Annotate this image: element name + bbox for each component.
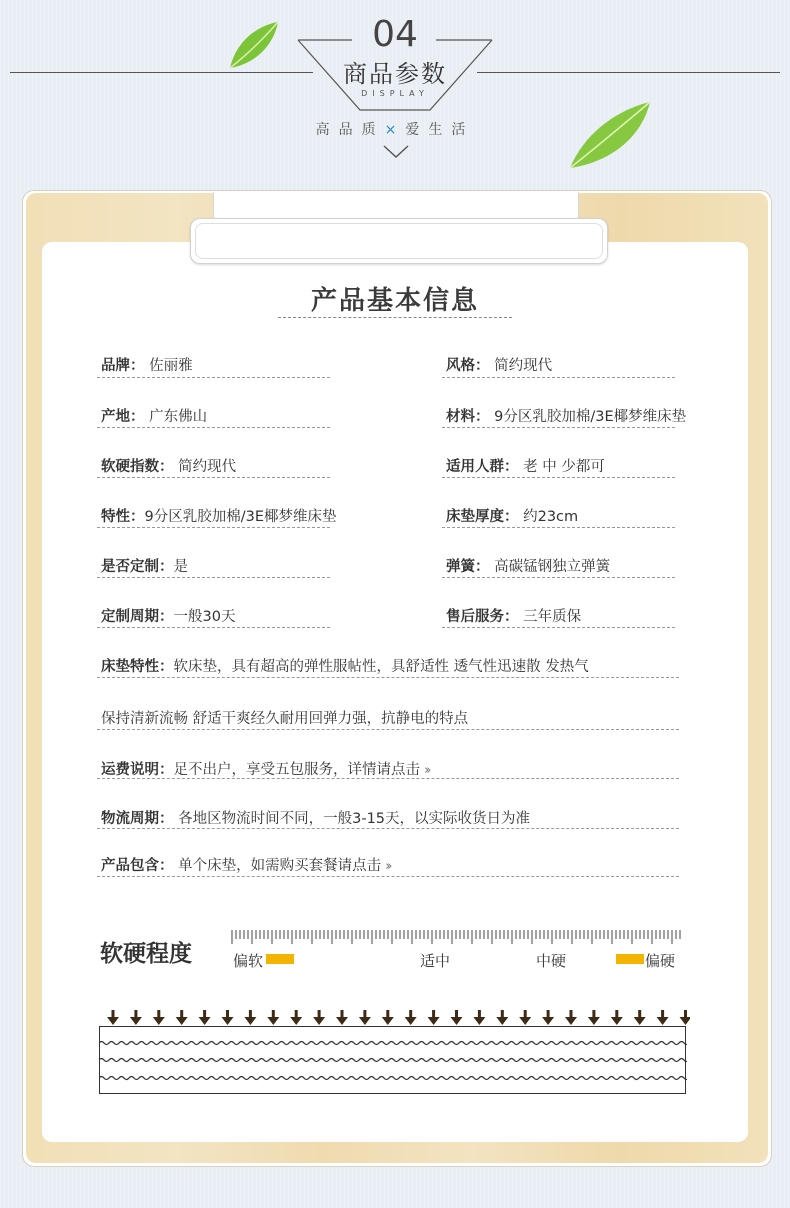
down-arrow-icon — [473, 1010, 485, 1025]
field-firmness-index: 软硬指数： 简约现代 — [101, 459, 237, 475]
scale-label-firm: 偏硬 — [645, 952, 676, 970]
highlight-firm — [616, 954, 644, 964]
down-arrow-icon — [153, 1010, 165, 1025]
down-arrow-icon — [130, 1010, 142, 1025]
down-arrow-icon — [313, 1010, 325, 1025]
down-arrow-icon — [588, 1010, 600, 1025]
field-property: 特性：9分区乳胶加棉/3E椰梦维床垫 — [101, 509, 337, 525]
down-arrow-icon — [519, 1010, 531, 1025]
field-target-users: 适用人群： 老 中 少都可 — [446, 459, 605, 475]
field-spring: 弹簧： 高碳锰钢独立弹簧 — [446, 559, 611, 575]
field-underline — [97, 828, 679, 829]
field-brand: 品牌： 佐丽雅 — [101, 358, 193, 374]
down-arrow-icon — [199, 1010, 211, 1025]
field-style: 风格： 简约现代 — [446, 358, 553, 374]
down-arrow-icon — [565, 1010, 577, 1025]
field-underline — [97, 477, 330, 478]
field-underline — [442, 377, 675, 378]
down-arrow-icon — [382, 1010, 394, 1025]
tagline-right: 爱生活 — [405, 122, 475, 138]
down-arrow-icon — [496, 1010, 508, 1025]
field-material: 材料： 9分区乳胶加棉/3E椰梦维床垫 — [446, 409, 687, 425]
field-underline — [97, 427, 330, 428]
field-features-cont: 保持清新流畅 舒适干爽经久耐用回弹力强，抗静电的特点 — [101, 711, 469, 727]
clip-bar — [190, 218, 608, 264]
scale-label-soft: 偏软 — [233, 952, 264, 970]
field-underline — [442, 627, 675, 628]
tagline-left: 高品质 — [315, 122, 385, 138]
down-arrow-icon — [222, 1010, 234, 1025]
down-arrow-icon — [176, 1010, 188, 1025]
info-title: 产品基本信息 — [310, 286, 479, 316]
field-thickness: 床垫厚度： 约23cm — [446, 509, 579, 525]
field-origin: 产地： 广东佛山 — [101, 409, 208, 425]
section-title: 商品参数 — [343, 60, 447, 88]
field-logistics: 物流周期： 各地区物流时间不同，一般3-15天，以实际收货日为准 — [101, 811, 531, 827]
double-chevron-icon: ›› — [424, 763, 429, 778]
field-customizable: 是否定制：是 — [101, 559, 188, 575]
down-arrow-icon — [244, 1010, 256, 1025]
field-underline — [97, 577, 330, 578]
hardness-title: 软硬程度 — [100, 941, 192, 967]
title-underline — [278, 317, 512, 318]
field-underline — [97, 778, 679, 779]
field-underline — [442, 427, 675, 428]
down-arrow-icon — [680, 1010, 691, 1025]
down-arrow-icon — [611, 1010, 623, 1025]
tagline — [0, 119, 790, 139]
down-arrow-icon — [634, 1010, 646, 1025]
hardness-ruler — [230, 930, 682, 946]
scale-label-medium-firm: 中硬 — [536, 952, 567, 970]
field-custom-period: 定制周期：一般30天 — [101, 609, 236, 625]
down-arrow-icon — [405, 1010, 417, 1025]
field-underline — [97, 527, 330, 528]
down-arrow-icon — [451, 1010, 463, 1025]
section-subtitle: DISPLAY — [361, 89, 429, 98]
field-underline — [442, 477, 675, 478]
field-underline — [97, 876, 679, 877]
field-features: 床垫特性：软床垫，具有超高的弹性服帖性，具舒适性 透气性迅速散 发热气 — [101, 659, 589, 675]
leaf-icon — [226, 20, 282, 72]
down-arrow-icon — [359, 1010, 371, 1025]
scale-label-medium: 适中 — [420, 952, 451, 970]
down-arrow-icon — [657, 1010, 669, 1025]
down-arrow-icon — [428, 1010, 440, 1025]
field-underline — [97, 677, 679, 678]
tagline-separator: × — [384, 122, 406, 138]
field-underline — [442, 527, 675, 528]
field-underline — [442, 577, 675, 578]
down-chevron-icon — [383, 145, 409, 159]
leaf-icon — [566, 100, 654, 172]
highlight-soft — [266, 954, 294, 964]
down-arrow-icon — [267, 1010, 279, 1025]
down-arrow-icon — [107, 1010, 119, 1025]
down-arrow-icon — [290, 1010, 302, 1025]
down-arrow-icon — [542, 1010, 554, 1025]
field-after-sales: 售后服务： 三年质保 — [446, 609, 582, 625]
section-number: 04 — [372, 14, 418, 55]
field-underline — [97, 729, 679, 730]
double-chevron-icon: ›› — [385, 859, 390, 874]
down-arrow-icon — [336, 1010, 348, 1025]
field-underline — [97, 377, 330, 378]
field-shipping[interactable]: 运费说明：足不出户，享受五包服务，详情请点击 ›› — [101, 762, 429, 778]
field-underline — [97, 627, 330, 628]
field-package[interactable]: 产品包含： 单个床垫，如需购买套餐请点击 ›› — [101, 858, 390, 874]
mattress-diagram — [99, 1026, 687, 1096]
